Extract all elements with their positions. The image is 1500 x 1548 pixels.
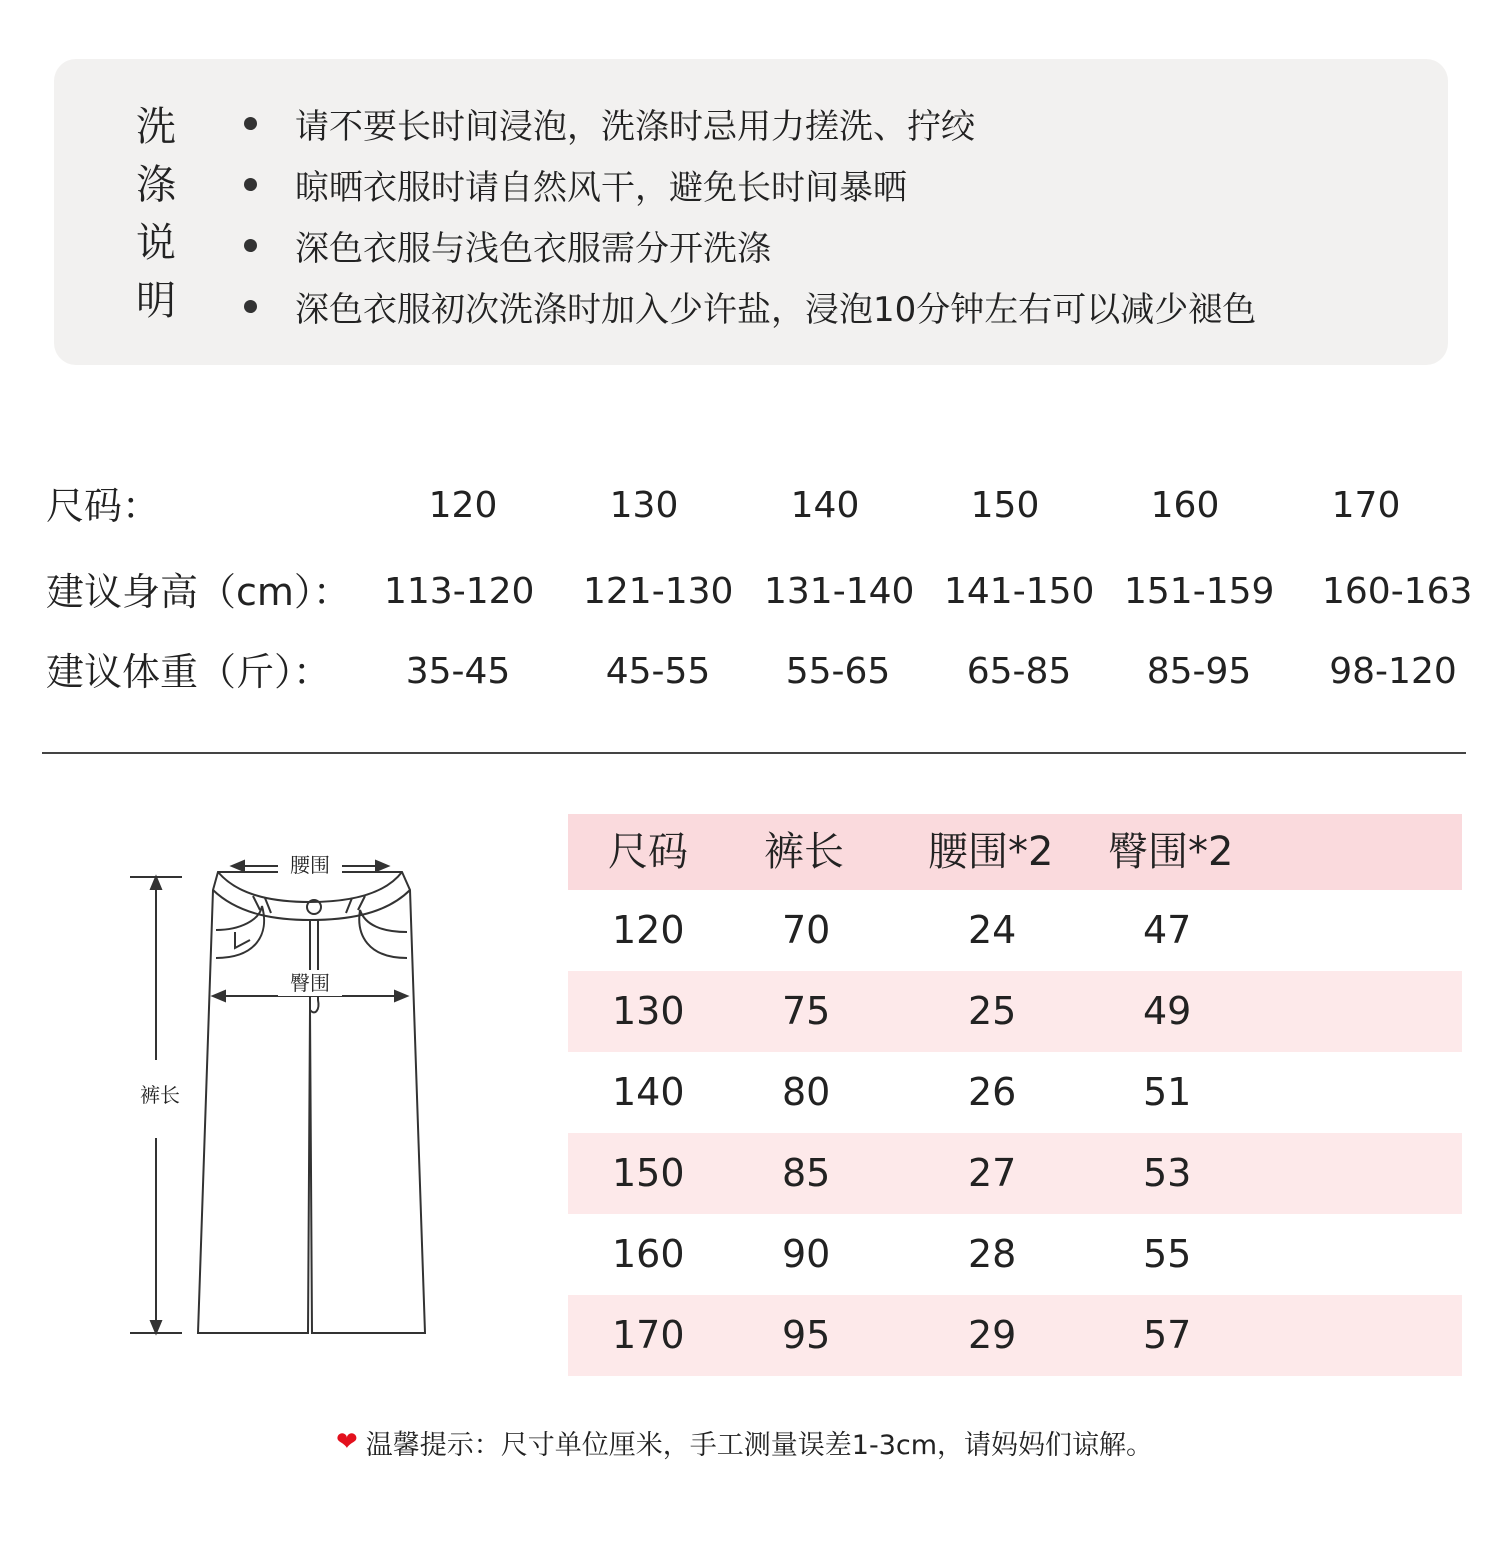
wash-item-text: 深色衣服与浅色衣服需分开洗涤: [295, 229, 771, 269]
tip-note: [336, 1418, 1153, 1466]
wash-title-char: 洗: [136, 104, 176, 150]
size-label: 尺码：: [46, 484, 161, 528]
table-row: [568, 1295, 1462, 1376]
table-cell: 140: [612, 1070, 685, 1114]
pants-diagram: [120, 840, 440, 1350]
fly-line: [310, 920, 318, 1012]
weight-cell: 35-45: [405, 651, 511, 692]
table-cell: 28: [968, 1232, 1017, 1276]
arrow-left-icon: [213, 991, 225, 1001]
bullet-icon: [244, 178, 257, 191]
column-header: 臀围*2: [1108, 829, 1234, 875]
table-cell: 95: [782, 1313, 831, 1357]
table-cell: 24: [968, 908, 1017, 952]
wash-title-char: 涤: [136, 162, 176, 208]
table-cell: 53: [1143, 1151, 1192, 1195]
arrow-right-icon: [376, 861, 388, 871]
height-cell: 160-163: [1322, 571, 1473, 612]
belt-loop: [358, 896, 365, 910]
weight-cell: 45-55: [605, 651, 711, 692]
weight-cell: 55-65: [785, 651, 891, 692]
table-cell: 80: [782, 1070, 831, 1114]
table-cell: 49: [1143, 989, 1192, 1033]
length-label: 裤长: [140, 1083, 180, 1107]
waist-label: 腰围: [290, 853, 330, 877]
arrow-right-icon: [395, 991, 407, 1001]
measurement-table: [568, 814, 1462, 1376]
table-cell: 25: [968, 989, 1017, 1033]
table-cell: 51: [1143, 1070, 1192, 1114]
table-row: [568, 971, 1462, 1052]
weight-cell: 98-120: [1329, 651, 1457, 692]
wash-item-text: 晾晒衣服时请自然风干，避免长时间暴晒: [295, 168, 907, 208]
height-cell: 121-130: [583, 571, 734, 612]
table-row: [568, 1052, 1462, 1133]
bullet-icon: [244, 239, 257, 252]
table-cell: 47: [1143, 908, 1192, 952]
table-cell: 160: [612, 1232, 685, 1276]
height-cell: 113-120: [384, 571, 535, 612]
wash-item-text: 深色衣服初次洗涤时加入少许盐，浸泡10分钟左右可以减少褪色: [295, 290, 1257, 330]
size-cell: 170: [1331, 485, 1401, 526]
right-pocket: [359, 910, 407, 958]
height-row: [0, 562, 1500, 622]
table-cell: 150: [612, 1151, 685, 1195]
table-cell: 75: [782, 989, 831, 1033]
size-row: [0, 476, 1500, 536]
size-cell: 140: [790, 485, 860, 526]
arrow-up-icon: [151, 877, 161, 889]
table-header: [568, 814, 1462, 890]
column-header: 裤长: [764, 829, 844, 875]
table-cell: 130: [612, 989, 685, 1033]
table-cell: 55: [1143, 1232, 1192, 1276]
weight-row: [0, 642, 1500, 702]
weight-cell: 65-85: [966, 651, 1072, 692]
arrow-down-icon: [151, 1321, 161, 1333]
table-cell: 29: [968, 1313, 1017, 1357]
belt-loop: [265, 898, 271, 913]
hip-label: 臀围: [290, 971, 330, 995]
list-item: [244, 276, 1256, 337]
size-cell: 150: [970, 485, 1040, 526]
wash-item-text: 请不要长时间浸泡，洗涤时忌用力搓洗、拧绞: [295, 107, 975, 147]
table-row: [568, 1214, 1462, 1295]
coin-pocket: [235, 932, 250, 948]
pants-outline: [198, 872, 425, 1333]
table-cell: 26: [968, 1070, 1017, 1114]
size-cell: 130: [609, 485, 679, 526]
waistband-line: [213, 890, 410, 920]
belt-loop: [253, 896, 260, 910]
height-cell: 151-159: [1124, 571, 1275, 612]
table-row: [568, 1133, 1462, 1214]
weight-label: 建议体重（斤）：: [46, 650, 332, 694]
wash-title: [136, 98, 186, 330]
weight-cell: 85-95: [1146, 651, 1252, 692]
table-cell: 57: [1143, 1313, 1192, 1357]
table-cell: 27: [968, 1151, 1017, 1195]
column-header: 腰围*2: [928, 829, 1054, 875]
height-cell: 131-140: [764, 571, 915, 612]
wash-title-char: 说: [136, 220, 176, 266]
wash-list: [244, 93, 1256, 337]
arrow-left-icon: [232, 861, 244, 871]
list-item: [244, 215, 1256, 276]
height-cell: 141-150: [944, 571, 1095, 612]
bullet-icon: [244, 300, 257, 313]
tip-text: 温馨提示：尺寸单位厘米，手工测量误差1-3cm，请妈妈们谅解。: [365, 1429, 1154, 1461]
list-item: [244, 93, 1256, 154]
wash-title-char: 明: [136, 278, 176, 324]
bullet-icon: [244, 117, 257, 130]
size-cell: 120: [428, 485, 498, 526]
table-cell: 170: [612, 1313, 685, 1357]
heart-icon: ❤: [336, 1427, 358, 1457]
table-cell: 90: [782, 1232, 831, 1276]
size-cell: 160: [1150, 485, 1220, 526]
table-cell: 70: [782, 908, 831, 952]
section-divider: [42, 752, 1466, 754]
column-header: 尺码: [608, 829, 688, 875]
list-item: [244, 154, 1256, 215]
table-cell: 85: [782, 1151, 831, 1195]
height-label: 建议身高（cm）：: [46, 570, 351, 614]
table-row: [568, 890, 1462, 971]
table-cell: 120: [612, 908, 685, 952]
